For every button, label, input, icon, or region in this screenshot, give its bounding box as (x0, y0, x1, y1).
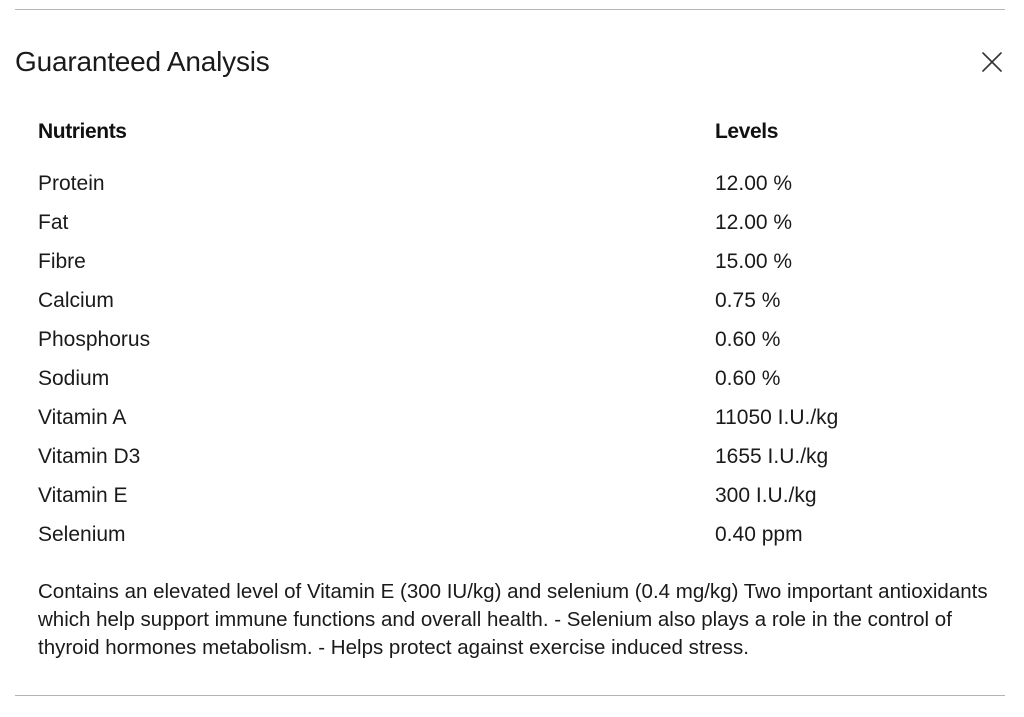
table-row (38, 320, 978, 359)
table-row (38, 437, 978, 476)
nutrient-level: 1655 I.U./kg (715, 444, 829, 468)
nutrient-name: Sodium (38, 366, 110, 390)
nutrient-level: 300 I.U./kg (715, 483, 817, 507)
description-note: Contains an elevated level of Vitamin E (300 IU/kg) and selenium (0.4 mg/kg) Two important antioxidants which help support immune functions and overall health. - Selenium also plays a role in the control of thyroid hormones metabolism. - Helps protect against exercise induced stress. (38, 580, 988, 659)
nutrient-level: 11050 I.U./kg (715, 405, 839, 429)
nutrient-name: Phosphorus (38, 327, 151, 351)
nutrients-column-header: Nutrients (38, 120, 127, 143)
close-icon (981, 51, 1003, 73)
bottom-divider (15, 695, 1005, 696)
table-row (38, 515, 978, 554)
nutrient-level: 0.75 % (715, 288, 781, 312)
top-divider (15, 9, 1005, 10)
nutrient-level: 12.00 % (715, 210, 793, 234)
nutrient-name: Calcium (38, 288, 114, 312)
nutrient-level: 0.40 ppm (715, 522, 803, 546)
table-row (38, 203, 978, 242)
nutrient-name: Vitamin D3 (38, 444, 141, 468)
nutrient-table (38, 112, 978, 554)
table-row (38, 281, 978, 320)
table-row (38, 242, 978, 281)
table-row (38, 164, 978, 203)
nutrient-name: Vitamin A (38, 405, 127, 429)
table-row (38, 398, 978, 437)
nutrient-level: 0.60 % (715, 366, 781, 390)
nutrient-name: Fat (38, 210, 69, 234)
nutrient-level: 12.00 % (715, 171, 793, 195)
table-row (38, 476, 978, 515)
nutrient-level: 0.60 % (715, 327, 781, 351)
nutrient-level: 15.00 % (715, 249, 793, 273)
nutrient-name: Protein (38, 171, 105, 195)
nutrient-name: Fibre (38, 249, 86, 273)
close-button[interactable] (976, 46, 1008, 78)
panel-title: Guaranteed Analysis (15, 46, 270, 77)
levels-column-header: Levels (715, 120, 778, 143)
table-row (38, 359, 978, 398)
table-header (38, 112, 978, 152)
nutrient-name: Vitamin E (38, 483, 128, 507)
nutrient-name: Selenium (38, 522, 126, 546)
